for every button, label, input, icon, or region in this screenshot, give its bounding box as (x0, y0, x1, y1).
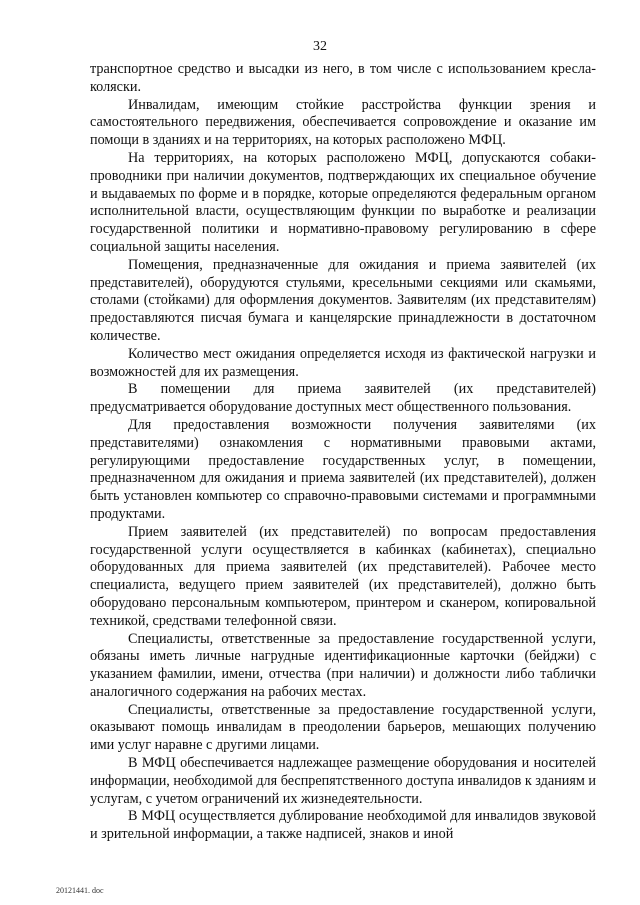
footer-filename: 20121441. doc (56, 886, 104, 895)
paragraph-legal-reference-computer: Для предоставления возможности получения заявителями (их представителями) ознакомления с нормативными правовыми актами, регулирующими предоставление государственных услуг, в помещении, предназначенном для ожидания и приема заявителей (их представителей), должен быть установлен компьютер со справочно-правовыми системами и программными продуктами. (90, 416, 596, 522)
page-number: 32 (313, 39, 327, 54)
paragraph-guide-dogs: На территориях, на которых расположено МФЦ, допускаются собаки-проводники при наличии документов, подтверждающих их специальное обучение и выдаваемых по форме и в порядке, которые определяются федеральным органом исполнительной власти, осуществляющим функции по выработке и реализации государственной политики и нормативно-правовому регулированию в сфере социальной защиты населения. (90, 149, 596, 255)
paragraph-seat-count: Количество мест ожидания определяется исходя из фактической нагрузки и возможностей для их размещения. (90, 345, 596, 380)
paragraph-staff-badges: Специалисты, ответственные за предоставление государственной услуги, обязаны иметь личные нагрудные идентификационные карточки (бейджи) с указанием фамилии, имени, отчества (при наличии) и должности либо таблички аналогичного содержания на рабочих местах. (90, 630, 596, 700)
paragraph-waiting-areas: Помещения, предназначенные для ожидания и приема заявителей (их представителей), оборудуются стульями, кресельными секциями или скамьями, столами (стойками) для оформления документов. Заявителям (их представителям) предоставляются писчая бумага и канцелярские принадлежности в достаточном количестве. (90, 256, 596, 344)
paragraph-public-facilities: В помещении для приема заявителей (их представителей) предусматривается оборудование доступных мест общественного пользования. (90, 381, 596, 416)
document-body (90, 61, 596, 844)
paragraph-information-duplication: В МФЦ осуществляется дублирование необходимой для инвалидов звуковой и зрительной информации, а также надписей, знаков и иной (90, 808, 596, 843)
paragraph-information-placement: В МФЦ обеспечивается надлежащее размещение оборудования и носителей информации, необходимой для беспрепятственного доступа инвалидов к зданиям и услугам, с учетом ограничений их жизнедеятельности. (90, 755, 596, 807)
paragraph-staff-assistance: Специалисты, ответственные за предоставление государственной услуги, оказывают помощь инвалидам в преодолении барьеров, мешающих получению ими услуг наравне с другими лицами. (90, 701, 596, 754)
paragraph-reception-booths: Прием заявителей (их представителей) по вопросам предоставления государственной услуги осуществляется в кабинках (кабинетах), специально оборудованных для приема заявителей (их представителей). Рабочее место специалиста, ведущего прием заявителей (их представителей), должно быть оборудовано персональным компьютером, принтером и сканером, копировальной техникой, средствами телефонной связи. (90, 523, 596, 629)
paragraph-continuation: транспортное средство и высадки из него, в том числе с использованием кресла-коляски. (90, 61, 596, 95)
paragraph-visual-impairment-assistance: Инвалидам, имеющим стойкие расстройства функции зрения и самостоятельного передвижения, обеспечивается сопровождение и оказание им помощи в зданиях и на территориях, на которых расположено МФЦ. (90, 96, 596, 149)
